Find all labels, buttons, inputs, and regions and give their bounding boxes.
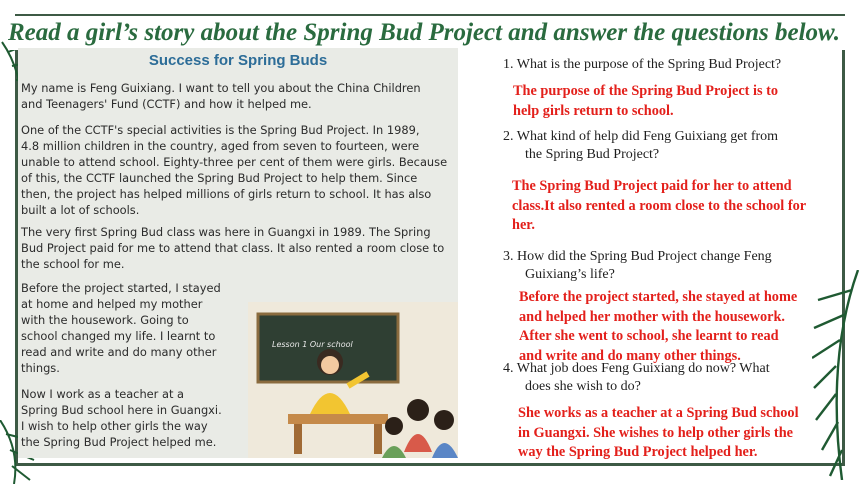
question-4: 4. What job does Feng Guixiang do now? What does she wish to do? — [503, 361, 770, 394]
answer-2: The Spring Bud Project paid for her to attend class.It also rented a room close to the school for her. — [512, 178, 807, 233]
student-3 — [385, 417, 403, 435]
answer-1: The purpose of the Spring Bud Project is to help girls return to school. — [513, 83, 779, 119]
story-paragraph-1: My name is Feng Guixiang. I want to tell you about the China Children and Teenagers' Fund (CCTF) and how it helped me. — [21, 81, 421, 111]
student-2 — [434, 410, 454, 430]
story-paragraph-2: One of the CCTF's special activities is the Spring Bud Project. In 1989, 4.8 million children in the country, aged from seven to fourteen, were unable to attend school. Eighty-three per cent of them were girls. Because of this, the CCTF launched the Spring Bud Project to help them. Since then, the project has helped millions of girls return to school. It has also built a lot of schools. — [21, 123, 448, 217]
question-2: 2. What kind of help did Feng Guixiang get from the Spring Bud Project? — [503, 129, 779, 162]
teacher-desk — [288, 414, 388, 424]
classroom-scene — [248, 302, 458, 458]
classroom-illustration — [248, 302, 458, 458]
answer-3: Before the project started, she stayed at home and helped her mother with the housework. After she went to school, she learnt to read and write and do many other things. — [519, 289, 798, 364]
slide-title: Read a girl’s story about the Spring Bud Project and answer the questions below. — [8, 16, 860, 50]
story-paragraph-5: Now I work as a teacher at a Spring Bud school here in Guangxi. I wish to help other girls the way the Spring Bud Project helped me. — [21, 387, 222, 449]
story-paragraph-4: Before the project started, I stayed at home and helped my mother with the housework. Going to school changed my life. I learnt to read and write and do many other things. — [21, 281, 221, 375]
palm-leaf-right-decoration — [812, 270, 860, 480]
story-title: Success for Spring Buds — [148, 52, 328, 69]
story-paragraph-3: The very first Spring Bud class was here in Guangxi in 1989. The Spring Bud Project paid for me to attend that class. It also rented a room close to the school for me. — [21, 225, 445, 271]
story-panel — [18, 48, 458, 458]
teacher-face — [321, 356, 339, 374]
blackboard-text: Lesson 1 Our school — [272, 340, 353, 349]
student-1 — [407, 399, 429, 421]
question-3: 3. How did the Spring Bud Project change Feng Guixiang’s life? — [503, 249, 772, 282]
answer-4: She works as a teacher at a Spring Bud school in Guangxi. She wishes to help other girls the way the Spring Bud Project helped her. — [518, 405, 799, 460]
question-1: 1. What is the purpose of the Spring Bud Project? — [503, 57, 782, 72]
